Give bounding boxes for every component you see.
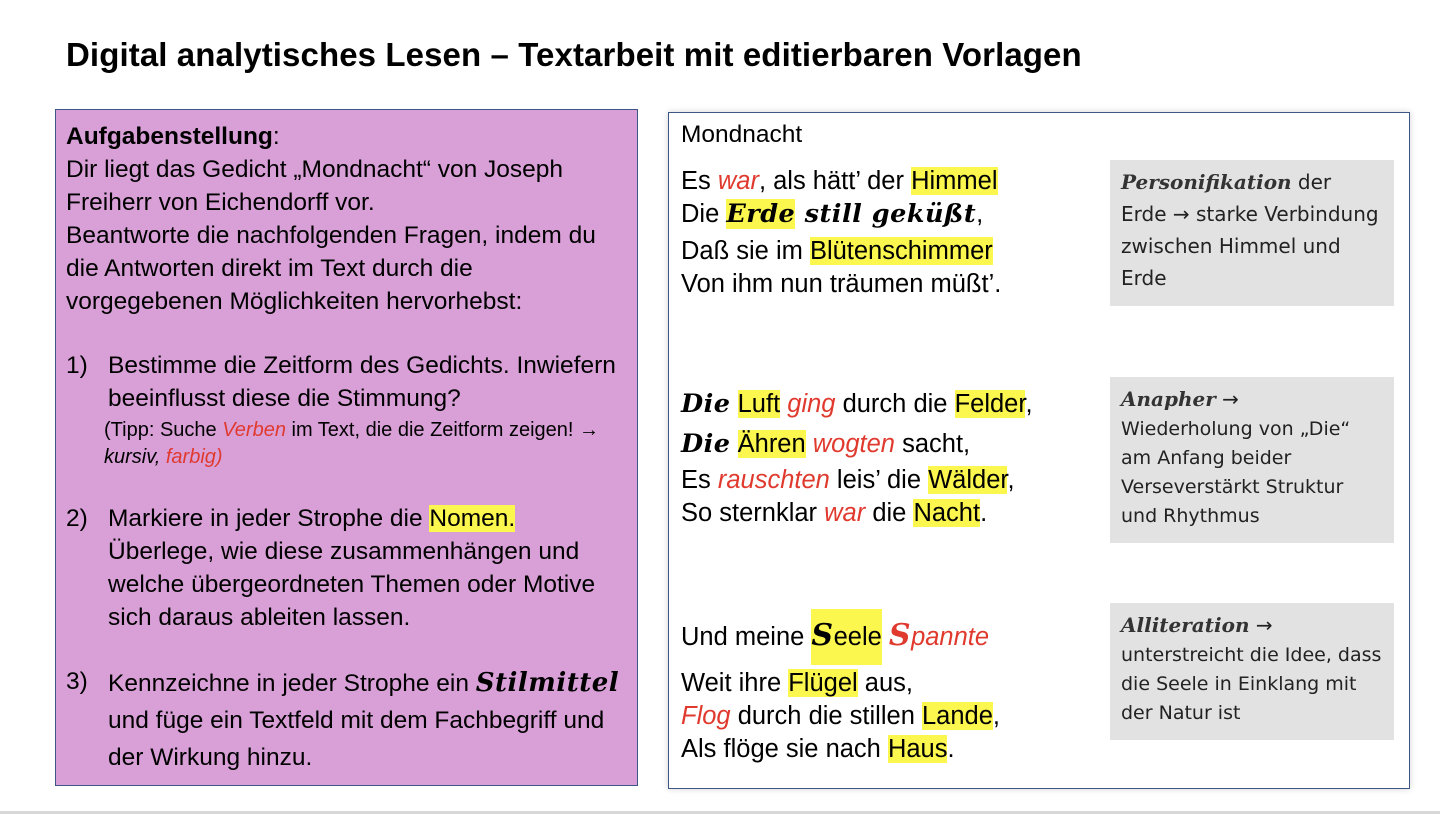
- poem-line: [681, 384, 1101, 424]
- note-alliteration[interactable]: [1110, 603, 1394, 740]
- arrow-icon: →: [1249, 613, 1273, 637]
- word: pannte: [911, 623, 990, 651]
- word: durch die: [835, 390, 955, 418]
- alliteration-letter: S: [888, 618, 912, 653]
- stilmittel-word: Stilmittel: [475, 668, 620, 698]
- poem-line: [681, 497, 1101, 530]
- note-body: unterstreicht die Idee, dass die Seele in Einklang mit der Natur ist: [1121, 644, 1382, 724]
- word: eele: [833, 623, 882, 651]
- task-intro-1: Dir liegt das Gedicht „Mondnacht“ von Joseph Freiherr von Eichendorff vor.: [66, 156, 564, 216]
- arrow-icon: →: [1172, 202, 1190, 226]
- noun-highlight: Flügel: [788, 669, 858, 697]
- word: ,: [976, 200, 984, 228]
- noun-highlight: Lande: [921, 702, 993, 730]
- task-item-body: [104, 349, 623, 471]
- task-item-3: [66, 665, 623, 776]
- word: So sternklar: [681, 499, 825, 527]
- note-body: [1121, 198, 1384, 294]
- task-item-text: Überlege, wie diese zusammenhängen und welche übergeordneten Themen oder Motive sich daraus ableiten lassen.: [108, 538, 596, 631]
- poem-line: [681, 733, 1101, 766]
- noun-highlight: Blütenschimmer: [809, 237, 993, 265]
- poem-line: [681, 464, 1101, 497]
- word: Daß sie im: [681, 237, 810, 265]
- noun-highlight: Erde: [726, 199, 796, 229]
- stanza-1: [681, 165, 1101, 301]
- task-list: [66, 349, 623, 776]
- verb-word: rauschten: [717, 466, 830, 494]
- note-term: Alliteration: [1121, 613, 1250, 637]
- word: Es: [681, 167, 718, 195]
- note-heading: [1121, 609, 1384, 641]
- task-item-number: 3): [66, 668, 88, 695]
- note-text: starke Verbindung zwischen Himmel und Erde: [1121, 202, 1379, 290]
- tip-text: im Text, die die Zeitform zeigen!: [285, 419, 580, 441]
- poem-line: Von ihm nun träumen müßt’.: [681, 270, 1002, 298]
- task-tip: [104, 417, 623, 471]
- task-heading: Aufgabenstellung: [66, 123, 273, 150]
- task-item-2: [66, 502, 623, 634]
- verb-word: Flog: [681, 702, 731, 730]
- nomen-highlight: Nomen.: [429, 505, 516, 532]
- note-text: der: [1291, 170, 1332, 194]
- tip-text: (Tipp: Suche: [104, 419, 223, 441]
- word: Es: [681, 466, 718, 494]
- arrow-icon: →: [579, 419, 600, 441]
- script-word: Die: [681, 429, 731, 459]
- task-item-body: [108, 502, 623, 634]
- poem-title: Mondnacht: [681, 121, 803, 148]
- task-item-body: [108, 665, 623, 776]
- word: ,: [1007, 466, 1015, 494]
- noun-highlight: Haus: [887, 735, 948, 763]
- noun-highlight: Luft: [737, 390, 781, 418]
- poem-line: [681, 198, 1101, 231]
- word: die: [865, 499, 914, 527]
- poem-line: [681, 235, 1101, 268]
- page-title: Digital analytisches Lesen – Textarbeit mit editierbaren Vorlagen: [66, 36, 1082, 73]
- task-heading-colon: :: [272, 123, 280, 150]
- task-intro-2: Beantworte die nachfolgenden Fragen, indem du die Antworten direkt im Text durch die vorgegebenen Möglichkeiten hervorhebst:: [66, 222, 596, 315]
- note-text: Erde: [1121, 202, 1173, 226]
- noun-highlight: Nacht: [913, 499, 981, 527]
- note-term: Anapher: [1121, 387, 1216, 411]
- noun-highlight: [811, 609, 881, 665]
- noun-highlight: Himmel: [911, 167, 998, 195]
- tip-verbs: Verben: [222, 419, 286, 441]
- task-item-text: Kennzeichne in jeder Strophe ein: [108, 670, 476, 697]
- noun-highlight: Felder: [954, 390, 1026, 418]
- script-word: still geküßt: [795, 199, 977, 229]
- word: aus,: [857, 669, 913, 697]
- verb-word: wogten: [812, 430, 895, 458]
- noun-highlight: Wälder: [928, 466, 1008, 494]
- word: sacht,: [895, 430, 971, 458]
- verb-word: ging: [787, 390, 836, 418]
- note-heading: [1121, 166, 1384, 198]
- tip-farbig: farbig): [160, 446, 223, 468]
- noun-highlight: Ähren: [737, 430, 806, 458]
- task-item-number: 1): [66, 352, 88, 379]
- script-word: Die: [681, 389, 731, 419]
- verb-word: war: [717, 167, 759, 195]
- note-body: Wiederholung von „Die“ am Anfang beider Verseverstärkt Struktur und Rhythmus: [1121, 418, 1351, 527]
- poem-panel: [668, 112, 1410, 789]
- word: ,: [992, 702, 1000, 730]
- task-item-1: [66, 349, 623, 471]
- word: Die: [681, 200, 727, 228]
- verb-word: [888, 618, 990, 653]
- task-item-text: Markiere in jeder Strophe die: [108, 505, 430, 532]
- note-anapher[interactable]: [1110, 377, 1394, 543]
- verb-word: war: [824, 499, 866, 527]
- task-heading-line: [66, 120, 623, 153]
- tip-kursiv: kursiv,: [104, 446, 161, 468]
- poem-line: [681, 667, 1101, 700]
- poem-line: [681, 606, 1101, 667]
- word: Als flöge sie nach: [681, 735, 888, 763]
- task-item-text: Bestimme die Zeitform des Gedichts. Inwiefern beeinflusst diese die Stimmung?: [108, 352, 616, 412]
- stanza-2: [681, 384, 1101, 530]
- task-item-text: und füge ein Textfeld mit dem Fachbegriff und der Wirkung hinzu.: [108, 707, 605, 771]
- word: leis’ die: [829, 466, 929, 494]
- word: ,: [1025, 390, 1033, 418]
- alliteration-letter: S: [811, 618, 834, 653]
- word: , als hätt’ der: [758, 167, 912, 195]
- poem-line: [681, 700, 1101, 733]
- note-personifikation[interactable]: [1110, 160, 1394, 306]
- word: Weit ihre: [681, 669, 789, 697]
- poem-line: [681, 165, 1101, 198]
- word: Und meine: [681, 623, 812, 651]
- note-heading: [1121, 383, 1384, 415]
- word: durch die stillen: [730, 702, 922, 730]
- word: .: [980, 499, 988, 527]
- task-item-number: 2): [66, 505, 88, 532]
- word: .: [947, 735, 955, 763]
- stanza-3: [681, 606, 1101, 766]
- arrow-icon: →: [1215, 387, 1239, 411]
- poem-line: [681, 424, 1101, 464]
- note-term: Personifikation: [1121, 170, 1292, 194]
- task-panel: [55, 109, 638, 786]
